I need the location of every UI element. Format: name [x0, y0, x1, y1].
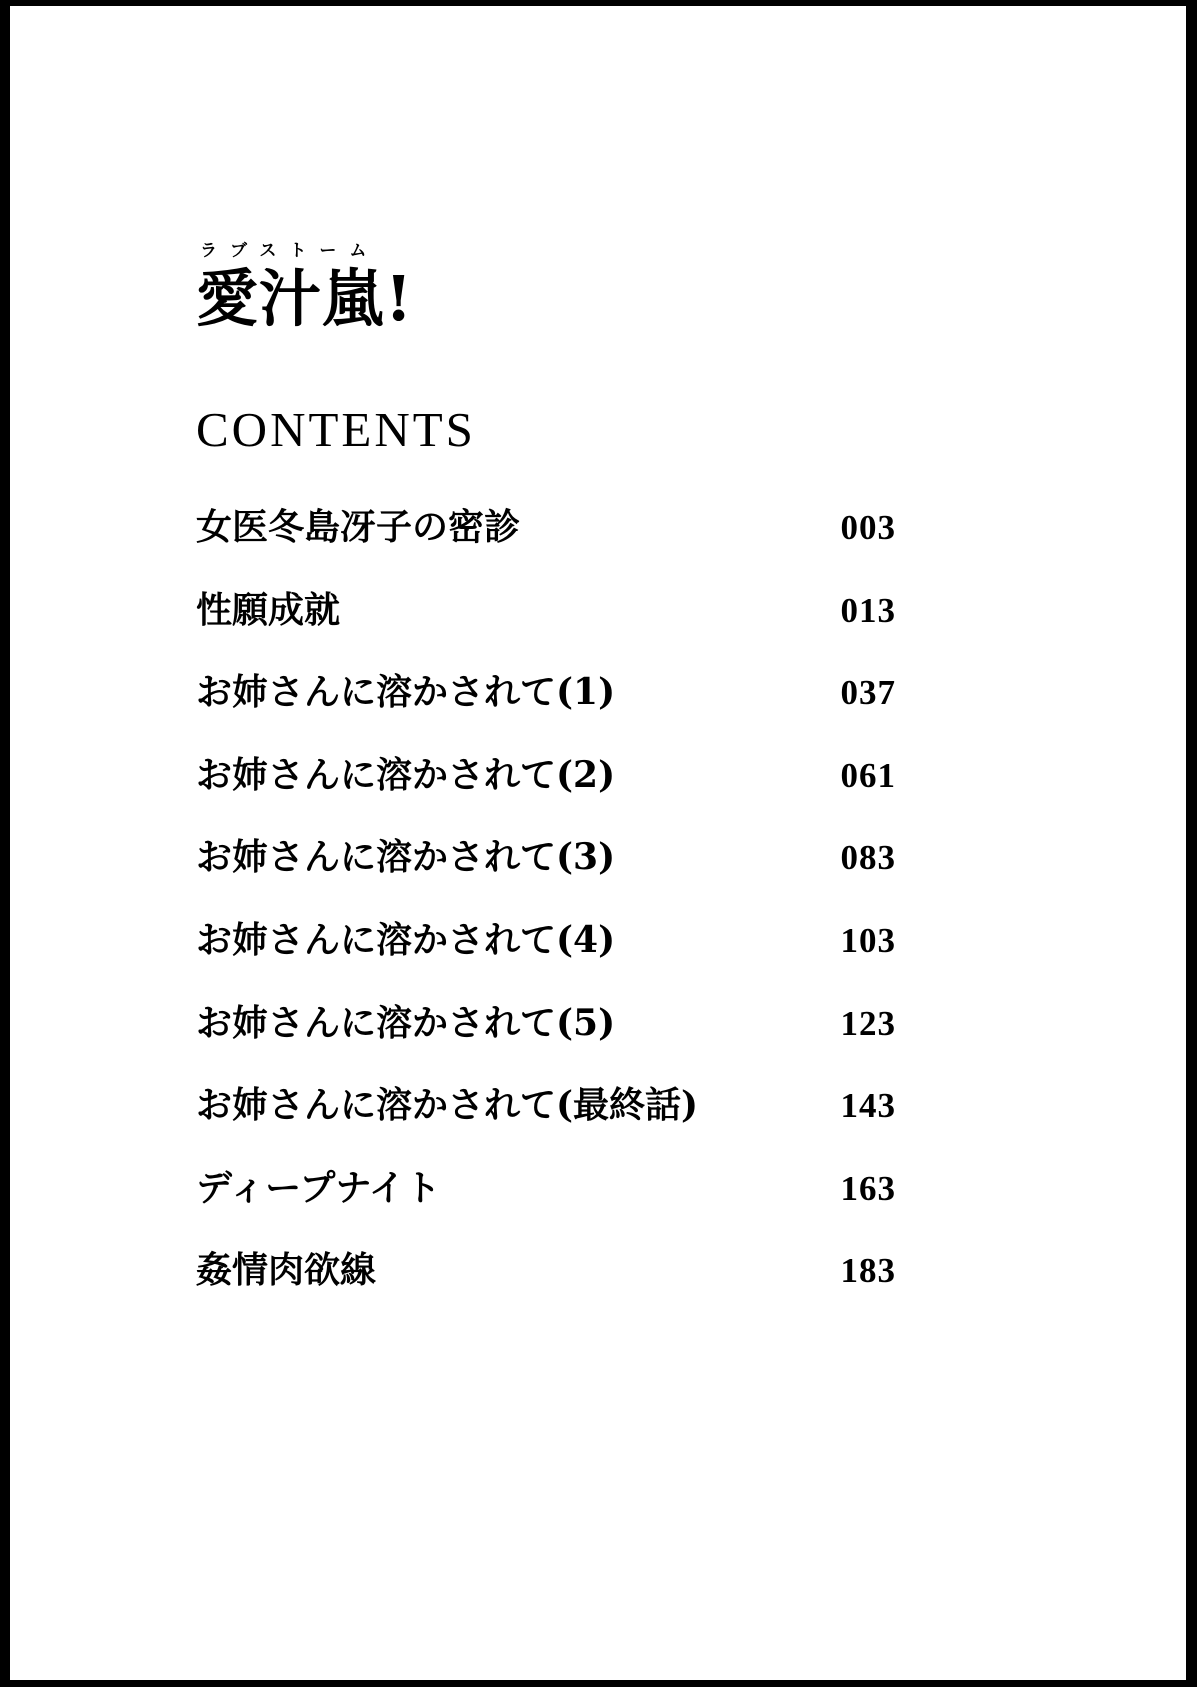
toc-entry	[196, 588, 896, 631]
toc-entry-page: 143	[840, 1086, 896, 1126]
table-of-contents	[196, 508, 896, 1291]
toc-entry-title: 姦情肉欲線	[196, 1249, 377, 1292]
toc-entry	[196, 1166, 896, 1209]
toc-entry-title: 性願成就	[196, 588, 341, 631]
toc-entry-page: 183	[840, 1251, 896, 1291]
contents-heading: CONTENTS	[196, 402, 476, 458]
toc-entry	[196, 508, 896, 548]
toc-entry-page: 123	[840, 1003, 896, 1043]
toc-entry	[196, 1251, 896, 1291]
page-content	[196, 243, 896, 1334]
toc-entry-title: お姉さんに溶かされて(5)	[196, 1001, 616, 1044]
toc-entry-title: お姉さんに溶かされて(2)	[196, 753, 616, 796]
toc-entry-page: 163	[840, 1168, 896, 1208]
toc-entry-title: お姉さんに溶かされて(1)	[196, 671, 616, 714]
toc-entry-title: お姉さんに溶かされて(最終話)	[196, 1084, 699, 1127]
book-title: 愛汁嵐!	[196, 262, 414, 335]
toc-entry	[196, 753, 896, 796]
toc-entry-page: 003	[840, 508, 896, 548]
book-title-ruby: ラブストーム	[200, 241, 380, 261]
toc-entry-page: 037	[840, 673, 896, 713]
toc-entry	[196, 673, 896, 713]
toc-entry	[196, 921, 896, 961]
toc-entry-title: 女医冬島冴子の密診	[196, 506, 521, 549]
toc-entry-page: 061	[840, 755, 896, 795]
book-title-block	[196, 241, 896, 335]
toc-entry-title: ディープナイト	[196, 1166, 441, 1209]
toc-entry	[196, 838, 896, 878]
toc-entry	[196, 1001, 896, 1044]
toc-entry-title: お姉さんに溶かされて(4)	[196, 919, 616, 962]
toc-entry-title: お姉さんに溶かされて(3)	[196, 836, 616, 879]
toc-entry-page: 083	[840, 838, 896, 878]
toc-entry-page: 103	[840, 921, 896, 961]
toc-entry-page: 013	[840, 590, 896, 630]
toc-entry	[196, 1086, 896, 1126]
